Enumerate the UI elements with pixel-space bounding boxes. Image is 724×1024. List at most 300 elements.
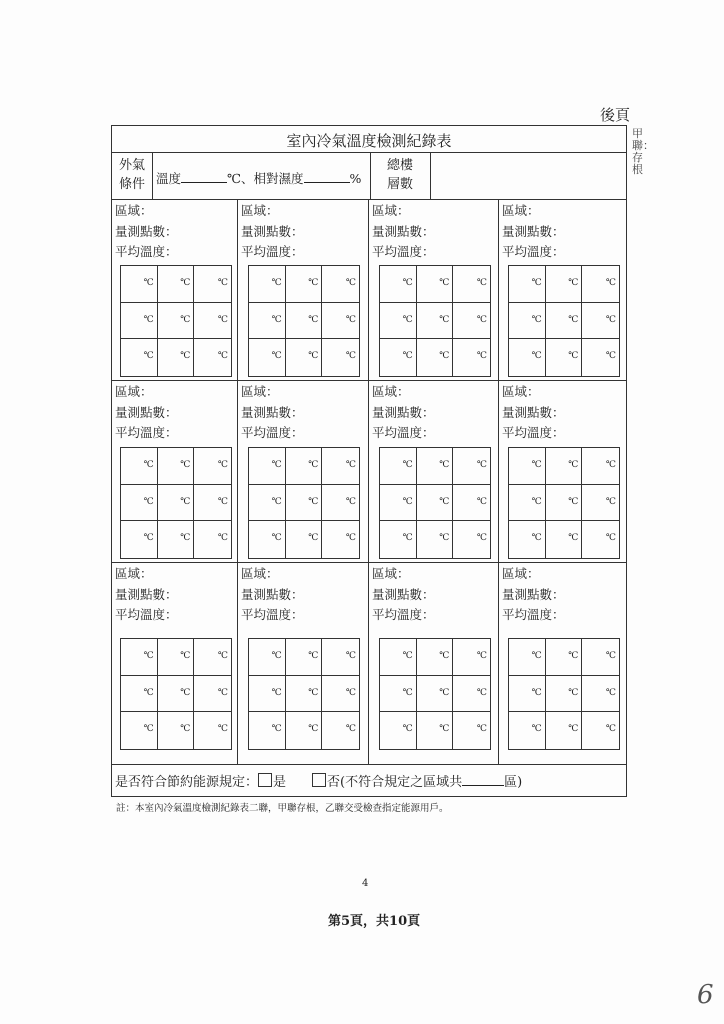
celsius-unit: ℃ [180, 724, 191, 735]
measurement-point[interactable] [286, 339, 323, 376]
measurement-point[interactable] [121, 521, 158, 558]
total-floors-label: 總樓層數 [386, 158, 413, 192]
celsius-unit: ℃ [180, 496, 191, 507]
no-suffix: 區) [504, 775, 523, 790]
celsius-unit: ℃ [217, 278, 228, 288]
measurement-point[interactable] [380, 676, 417, 713]
zone-cell [502, 201, 565, 263]
measurement-point[interactable] [194, 712, 231, 749]
celsius-unit: ℃ [568, 724, 579, 735]
measurement-point[interactable] [380, 712, 417, 749]
celsius-unit: ℃ [402, 687, 413, 698]
measurement-grid [120, 638, 232, 750]
celsius-unit: ℃ [568, 314, 579, 325]
points-label: 量測點數： [241, 404, 304, 420]
celsius-unit: ℃ [531, 351, 542, 362]
avg-temp-label: 平均溫度： [241, 607, 304, 622]
zone-cell [241, 382, 304, 444]
celsius-unit: ℃ [143, 687, 154, 698]
page-number: 4 [362, 878, 369, 889]
measurement-point[interactable] [453, 485, 490, 522]
measurement-point[interactable] [194, 339, 231, 376]
celsius-unit: ℃ [568, 496, 579, 507]
celsius-unit: ℃ [402, 651, 413, 661]
back-page-label: 後頁 [600, 106, 631, 124]
measurement-point[interactable] [194, 676, 231, 713]
measurement-point[interactable] [509, 676, 546, 713]
page-of-total: 第5頁，共10頁 [328, 914, 421, 929]
measurement-grid [248, 447, 360, 559]
celsius-unit: ℃ [271, 533, 282, 544]
celsius-unit: ℃ [345, 278, 356, 288]
measurement-point[interactable] [249, 339, 286, 376]
celsius-unit: ℃ [217, 314, 228, 325]
celsius-unit: ℃ [143, 460, 154, 470]
celsius-unit: ℃ [308, 687, 319, 698]
celsius-unit: ℃ [476, 351, 487, 362]
celsius-unit: ℃ [308, 724, 319, 735]
measurement-point[interactable] [546, 485, 583, 522]
celsius-unit: ℃ [402, 278, 413, 288]
yes-checkbox[interactable] [258, 773, 272, 787]
compliance-row [115, 771, 522, 790]
celsius-unit: ℃ [345, 687, 356, 698]
celsius-unit: ℃ [476, 651, 487, 661]
celsius-unit: ℃ [476, 724, 487, 735]
celsius-unit: ℃ [476, 533, 487, 544]
celsius-unit: ℃ [271, 278, 282, 288]
celsius-unit: ℃ [402, 496, 413, 507]
celsius-unit: ℃ [531, 687, 542, 698]
celsius-unit: ℃ [180, 314, 191, 325]
measurement-point[interactable] [380, 339, 417, 376]
celsius-unit: ℃ [345, 533, 356, 544]
measurement-point[interactable] [121, 339, 158, 376]
area-label: 區域： [241, 566, 279, 581]
celsius-unit: ℃ [308, 533, 319, 544]
measurement-point[interactable] [158, 521, 195, 558]
measurement-point[interactable] [158, 303, 195, 340]
outside-temp-row [156, 169, 361, 187]
celsius-unit: ℃ [568, 533, 579, 544]
avg-temp-label: 平均溫度： [372, 607, 435, 622]
celsius-unit: ℃ [271, 687, 282, 698]
measurement-point[interactable] [417, 339, 454, 376]
measurement-point[interactable] [249, 485, 286, 522]
measurement-point[interactable] [453, 339, 490, 376]
temp-label: 溫度 [156, 171, 182, 186]
handwritten-mark: 6 [697, 980, 714, 1010]
measurement-point[interactable] [453, 303, 490, 340]
celsius-unit: ℃ [217, 651, 228, 661]
avg-temp-label: 平均溫度： [241, 244, 304, 259]
measurement-point[interactable] [582, 485, 619, 522]
measurement-grid [379, 265, 491, 377]
zone-cell [115, 564, 178, 626]
measurement-point[interactable] [158, 639, 195, 676]
measurement-point[interactable] [286, 303, 323, 340]
celsius-unit: ℃ [180, 651, 191, 661]
celsius-unit: ℃ [345, 496, 356, 507]
measurement-grid [120, 265, 232, 377]
measurement-point[interactable] [509, 521, 546, 558]
celsius-unit: ℃ [605, 651, 616, 661]
celsius-unit: ℃ [605, 278, 616, 288]
celsius-unit: ℃ [568, 278, 579, 288]
measurement-point[interactable] [453, 266, 490, 303]
avg-temp-label: 平均溫度： [502, 244, 565, 259]
measurement-point[interactable] [194, 485, 231, 522]
area-label: 區域： [372, 566, 410, 581]
celsius-unit: ℃ [180, 533, 191, 544]
celsius-unit: ℃ [308, 496, 319, 507]
area-label: 區域： [502, 566, 540, 581]
measurement-point[interactable] [158, 339, 195, 376]
celsius-unit: ℃ [605, 687, 616, 698]
humidity-label: ℃、相對濕度 [227, 171, 304, 186]
measurement-point[interactable] [322, 266, 359, 303]
celsius-unit: ℃ [217, 724, 228, 735]
measurement-point[interactable] [509, 639, 546, 676]
measurement-point[interactable] [158, 485, 195, 522]
points-label: 量測點數： [502, 223, 565, 239]
celsius-unit: ℃ [308, 351, 319, 362]
celsius-unit: ℃ [345, 724, 356, 735]
celsius-unit: ℃ [143, 278, 154, 288]
celsius-unit: ℃ [476, 314, 487, 325]
measurement-point[interactable] [322, 521, 359, 558]
measurement-point[interactable] [453, 521, 490, 558]
area-label: 區域： [115, 203, 153, 218]
celsius-unit: ℃ [476, 687, 487, 698]
celsius-unit: ℃ [217, 496, 228, 507]
measurement-point[interactable] [286, 448, 323, 485]
measurement-point[interactable] [194, 303, 231, 340]
measurement-point[interactable] [286, 712, 323, 749]
measurement-point[interactable] [380, 266, 417, 303]
avg-temp-label: 平均溫度： [372, 425, 435, 440]
measurement-point[interactable] [380, 639, 417, 676]
measurement-point[interactable] [286, 639, 323, 676]
form-title: 室內冷氣溫度檢測紀錄表 [286, 132, 452, 150]
measurement-point[interactable] [249, 266, 286, 303]
points-label: 量測點數： [502, 404, 565, 420]
celsius-unit: ℃ [476, 460, 487, 470]
measurement-point[interactable] [121, 485, 158, 522]
points-label: 量測點數： [241, 223, 304, 239]
humidity-unit: % [349, 171, 362, 186]
area-label: 區域： [115, 566, 153, 581]
measurement-point[interactable] [158, 266, 195, 303]
celsius-unit: ℃ [605, 351, 616, 362]
measurement-point[interactable] [249, 676, 286, 713]
area-label: 區域： [115, 384, 153, 399]
zone-cell [372, 201, 435, 263]
measurement-point[interactable] [546, 676, 583, 713]
measurement-point[interactable] [158, 712, 195, 749]
area-label: 區域： [502, 203, 540, 218]
celsius-unit: ℃ [439, 533, 450, 544]
points-label: 量測點數： [115, 404, 178, 420]
measurement-point[interactable] [582, 639, 619, 676]
measurement-point[interactable] [322, 303, 359, 340]
celsius-unit: ℃ [143, 533, 154, 544]
temp-input[interactable] [181, 170, 227, 183]
humidity-input[interactable] [304, 170, 350, 183]
area-label: 區域： [241, 384, 279, 399]
measurement-point[interactable] [121, 303, 158, 340]
measurement-point[interactable] [417, 712, 454, 749]
measurement-point[interactable] [380, 448, 417, 485]
celsius-unit: ℃ [605, 724, 616, 735]
measurement-point[interactable] [158, 676, 195, 713]
avg-temp-label: 平均溫度： [502, 607, 565, 622]
measurement-point[interactable] [417, 303, 454, 340]
celsius-unit: ℃ [531, 460, 542, 470]
points-label: 量測點數： [115, 223, 178, 239]
celsius-unit: ℃ [402, 351, 413, 362]
measurement-point[interactable] [121, 266, 158, 303]
celsius-unit: ℃ [605, 533, 616, 544]
zone-cell [372, 564, 435, 626]
celsius-unit: ℃ [402, 533, 413, 544]
no-label: 否(不符合規定之區域共 [327, 775, 463, 790]
measurement-point[interactable] [417, 639, 454, 676]
measurement-point[interactable] [509, 266, 546, 303]
measurement-point[interactable] [194, 266, 231, 303]
celsius-unit: ℃ [531, 278, 542, 288]
celsius-unit: ℃ [271, 651, 282, 661]
measurement-grid [508, 638, 620, 750]
measurement-point[interactable] [546, 303, 583, 340]
no-checkbox[interactable] [312, 773, 326, 787]
celsius-unit: ℃ [345, 651, 356, 661]
celsius-unit: ℃ [605, 460, 616, 470]
celsius-unit: ℃ [605, 314, 616, 325]
measurement-point[interactable] [509, 303, 546, 340]
measurement-point[interactable] [286, 266, 323, 303]
measurement-point[interactable] [380, 521, 417, 558]
measurement-point[interactable] [582, 676, 619, 713]
measurement-point[interactable] [417, 266, 454, 303]
measurement-point[interactable] [380, 303, 417, 340]
celsius-unit: ℃ [217, 533, 228, 544]
measurement-point[interactable] [417, 485, 454, 522]
measurement-point[interactable] [546, 521, 583, 558]
celsius-unit: ℃ [345, 314, 356, 325]
measurement-point[interactable] [453, 448, 490, 485]
celsius-unit: ℃ [308, 314, 319, 325]
celsius-unit: ℃ [531, 496, 542, 507]
zone-cell [115, 201, 178, 263]
celsius-unit: ℃ [217, 687, 228, 698]
celsius-unit: ℃ [345, 351, 356, 362]
measurement-point[interactable] [582, 339, 619, 376]
area-label: 區域： [372, 203, 410, 218]
measurement-point[interactable] [194, 448, 231, 485]
measurement-point[interactable] [453, 676, 490, 713]
celsius-unit: ℃ [439, 496, 450, 507]
points-label: 量測點數： [372, 404, 435, 420]
measurement-point[interactable] [121, 676, 158, 713]
noncompliant-count-input[interactable] [462, 773, 504, 786]
celsius-unit: ℃ [143, 496, 154, 507]
measurement-point[interactable] [121, 448, 158, 485]
measurement-point[interactable] [509, 339, 546, 376]
measurement-point[interactable] [286, 485, 323, 522]
measurement-grid [248, 638, 360, 750]
celsius-unit: ℃ [180, 687, 191, 698]
area-label: 區域： [241, 203, 279, 218]
zone-cell [241, 201, 304, 263]
celsius-unit: ℃ [143, 314, 154, 325]
measurement-grid [379, 638, 491, 750]
zone-cell [241, 564, 304, 626]
celsius-unit: ℃ [439, 460, 450, 470]
compliance-label: 是否符合節約能源規定： [115, 775, 259, 790]
measurement-point[interactable] [322, 676, 359, 713]
celsius-unit: ℃ [531, 533, 542, 544]
celsius-unit: ℃ [439, 651, 450, 661]
measurement-point[interactable] [546, 448, 583, 485]
measurement-point[interactable] [582, 303, 619, 340]
measurement-point[interactable] [380, 485, 417, 522]
measurement-point[interactable] [322, 448, 359, 485]
measurement-point[interactable] [249, 521, 286, 558]
measurement-point[interactable] [453, 712, 490, 749]
measurement-point[interactable] [582, 448, 619, 485]
measurement-point[interactable] [453, 639, 490, 676]
celsius-unit: ℃ [143, 651, 154, 661]
celsius-unit: ℃ [271, 724, 282, 735]
points-label: 量測點數： [115, 586, 178, 602]
measurement-point[interactable] [546, 639, 583, 676]
celsius-unit: ℃ [476, 496, 487, 507]
measurement-point[interactable] [286, 521, 323, 558]
measurement-point[interactable] [158, 448, 195, 485]
celsius-unit: ℃ [402, 460, 413, 470]
celsius-unit: ℃ [605, 496, 616, 507]
measurement-point[interactable] [322, 712, 359, 749]
points-label: 量測點數： [502, 586, 565, 602]
avg-temp-label: 平均溫度： [502, 425, 565, 440]
celsius-unit: ℃ [217, 460, 228, 470]
celsius-unit: ℃ [531, 724, 542, 735]
celsius-unit: ℃ [568, 687, 579, 698]
celsius-unit: ℃ [143, 351, 154, 362]
celsius-unit: ℃ [439, 314, 450, 325]
celsius-unit: ℃ [308, 651, 319, 661]
measurement-point[interactable] [249, 639, 286, 676]
celsius-unit: ℃ [180, 460, 191, 470]
avg-temp-label: 平均溫度： [115, 607, 178, 622]
celsius-unit: ℃ [217, 351, 228, 362]
area-label: 區域： [502, 384, 540, 399]
yes-label: 是 [273, 775, 287, 790]
measurement-point[interactable] [322, 339, 359, 376]
celsius-unit: ℃ [345, 460, 356, 470]
measurement-grid [248, 265, 360, 377]
measurement-point[interactable] [509, 712, 546, 749]
celsius-unit: ℃ [439, 278, 450, 288]
points-label: 量測點數： [372, 586, 435, 602]
measurement-point[interactable] [121, 712, 158, 749]
zone-cell [372, 382, 435, 444]
avg-temp-label: 平均溫度： [372, 244, 435, 259]
measurement-point[interactable] [582, 521, 619, 558]
zone-cell [115, 382, 178, 444]
measurement-point[interactable] [546, 339, 583, 376]
celsius-unit: ℃ [271, 314, 282, 325]
measurement-point[interactable] [322, 639, 359, 676]
measurement-point[interactable] [546, 266, 583, 303]
avg-temp-label: 平均溫度： [115, 425, 178, 440]
measurement-point[interactable] [121, 639, 158, 676]
celsius-unit: ℃ [439, 724, 450, 735]
side-note: 甲聯：存根 [632, 127, 654, 176]
celsius-unit: ℃ [308, 460, 319, 470]
measurement-grid [379, 447, 491, 559]
celsius-unit: ℃ [402, 724, 413, 735]
total-floors-input[interactable] [432, 154, 625, 197]
celsius-unit: ℃ [308, 278, 319, 288]
celsius-unit: ℃ [531, 651, 542, 661]
celsius-unit: ℃ [143, 724, 154, 735]
measurement-point[interactable] [582, 712, 619, 749]
outside-conditions-label: 外氣條件 [118, 158, 145, 192]
celsius-unit: ℃ [180, 351, 191, 362]
celsius-unit: ℃ [439, 351, 450, 362]
measurement-point[interactable] [249, 303, 286, 340]
avg-temp-label: 平均溫度： [241, 425, 304, 440]
measurement-point[interactable] [509, 448, 546, 485]
measurement-point[interactable] [194, 521, 231, 558]
measurement-point[interactable] [194, 639, 231, 676]
celsius-unit: ℃ [531, 314, 542, 325]
measurement-point[interactable] [582, 266, 619, 303]
celsius-unit: ℃ [402, 314, 413, 325]
measurement-grid [508, 447, 620, 559]
measurement-point[interactable] [417, 448, 454, 485]
celsius-unit: ℃ [180, 278, 191, 288]
measurement-point[interactable] [249, 448, 286, 485]
footnote: 註：本室內冷氣溫度檢測紀錄表二聯，甲聯存根，乙聯交受檢查指定能源用戶。 [116, 803, 449, 814]
celsius-unit: ℃ [568, 460, 579, 470]
zone-cell [502, 382, 565, 444]
points-label: 量測點數： [241, 586, 304, 602]
measurement-point[interactable] [509, 485, 546, 522]
points-label: 量測點數： [372, 223, 435, 239]
measurement-point[interactable] [546, 712, 583, 749]
measurement-point[interactable] [249, 712, 286, 749]
measurement-point[interactable] [417, 521, 454, 558]
measurement-grid [120, 447, 232, 559]
measurement-point[interactable] [286, 676, 323, 713]
measurement-grid [508, 265, 620, 377]
celsius-unit: ℃ [476, 278, 487, 288]
celsius-unit: ℃ [568, 351, 579, 362]
measurement-point[interactable] [322, 485, 359, 522]
celsius-unit: ℃ [271, 460, 282, 470]
celsius-unit: ℃ [568, 651, 579, 661]
zone-cell [502, 564, 565, 626]
celsius-unit: ℃ [271, 496, 282, 507]
avg-temp-label: 平均溫度： [115, 244, 178, 259]
celsius-unit: ℃ [439, 687, 450, 698]
area-label: 區域： [372, 384, 410, 399]
celsius-unit: ℃ [271, 351, 282, 362]
measurement-point[interactable] [417, 676, 454, 713]
